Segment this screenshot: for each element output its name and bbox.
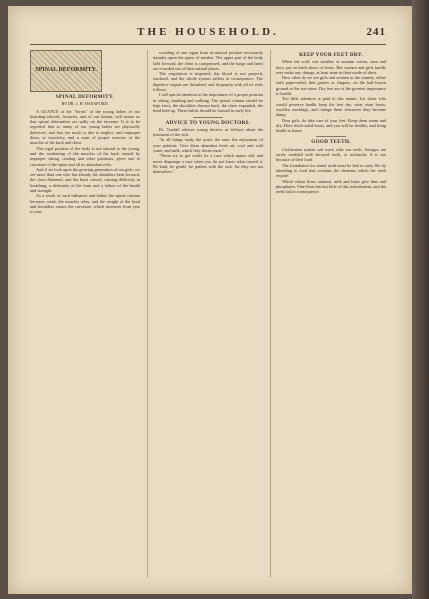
book-spine [412,0,429,599]
column-divider [147,50,148,578]
paragraph: Too little attention is paid to this matter. Let those who would preserve health keep the feet dry, wear stout boots, woollen stockings, and change them whenever they become damp. [276,96,386,118]
paragraph: Civilization makes sad work with our teeth. Savages are rarely troubled with decayed teeth, or toothache. It is not because of their food. [276,146,386,163]
paragraph: A GLANCE at the "forms" of the young ladies of our boarding-schools, factories, and of our homes, will assure us that spinal deformities are sadly on the increase. It is to be regretted that so many of our young ladies are physically defective, and that too much is due to neglect, and improper dress, to inactivity, and a want of proper exercise of the muscles of the back and chest. [30,108,140,146]
paragraph: The respiration is impaired, the blood is not properly oxidized, and the whole system suffers in consequence. The digestive organs are disturbed, and dyspepsia with all its evils follows. [153,71,263,93]
article-illustration [30,50,102,92]
article-title: KEEP YOUR FEET DRY. [299,52,363,58]
column-1 [30,50,140,578]
paragraph: Whole wheat flour, oatmeal, milk and fruits give lime and phosphates. Fine flour has but little of this nourishment, and the teeth fail in consequence. [276,178,386,195]
page-title: THE HOUSEHOLD. [137,26,279,38]
header-rule [30,44,386,45]
paragraph: "In all things study the quiet, the ease, the enjoyment of your patients. Give them abundant fresh air, cool and cold water, and milk, which they desire most." [153,137,263,154]
paragraph: The foundation for sound teeth must be laid in early life by attending to food that contains the elements which the teeth require. [276,162,386,179]
article-title: GOOD TEETH. [311,139,351,146]
column-3 [276,50,386,578]
illustration-caption: SPINAL DEFORMITY. [35,67,97,74]
paragraph: scending of one organ from its natural position necessarily intrudes upon the space of another. The upper part of the body falls forward, the chest is compressed, and the lungs and heart are crowded out of their natural places. [153,50,263,71]
paragraph: "Never try to get credit for a cure which nature did, and never disparage a cure when you do not know what caused it. Be kind, be gentle, be patient with the sick, for they are not themselves." [153,153,263,175]
paragraph: How often do we see girls and women in the country, either with paper-soled, thin gaiters or slippers, on the half-frozen ground or the wet snow. Dry feet are of the greatest importance to health. [276,75,386,97]
article-byline: BY DR. J. H. HANAFORD. [61,101,109,107]
paragraph: Dear girls, do take care of your feet. Keep them warm and dry. Have thick-soled boots, and you will be healthy, and bring health to home. [276,117,386,134]
section-divider [193,117,223,118]
article-title: ADVICE TO YOUNG DOCTORS. [165,119,251,126]
section-divider [316,136,346,137]
page-header [30,26,386,42]
paragraph: This rigid position of the body is not natural to the young, and the weakening of the muscles of the back caused by improper sitting, reading and other positions, gives rise to curvature of the spine and all its attendant evils. [30,145,140,167]
paragraph: As a result of such influence and habits the spinal column becomes weak, the muscles relax, and the weight of the head and shoulders causes the curvature, which increases from year to year. [30,193,140,215]
magazine-page [8,6,412,594]
page-number: 241 [366,26,386,38]
paragraph: I call special attention to the importance of a proper position in sitting, standing and walking. The spinal column should be kept erect, the shoulders thrown back, the chest expanded, the head held up. These habits should be formed in early life. [153,92,263,114]
paragraph: When the cold, wet weather of autumn comes, men and boys put on thick shoes or boots. But women and girls hardly ever make any change, at least none in their mode of dress. [276,59,386,75]
article-title: SPINAL DEFORMITY. [55,94,115,100]
column-2 [153,50,263,578]
paragraph: Dr. Tyndall advises young doctors as follows about the treatment of the sick: [153,126,263,138]
column-divider [270,50,271,578]
paragraph: And if we look upon the growing generation of our girls, we see more than one who has already the shoulders bent forward, the chest flattened, and the back curved, causing difficulty in breathing, a deformity of the form and a failure of the health and strength. [30,166,140,194]
